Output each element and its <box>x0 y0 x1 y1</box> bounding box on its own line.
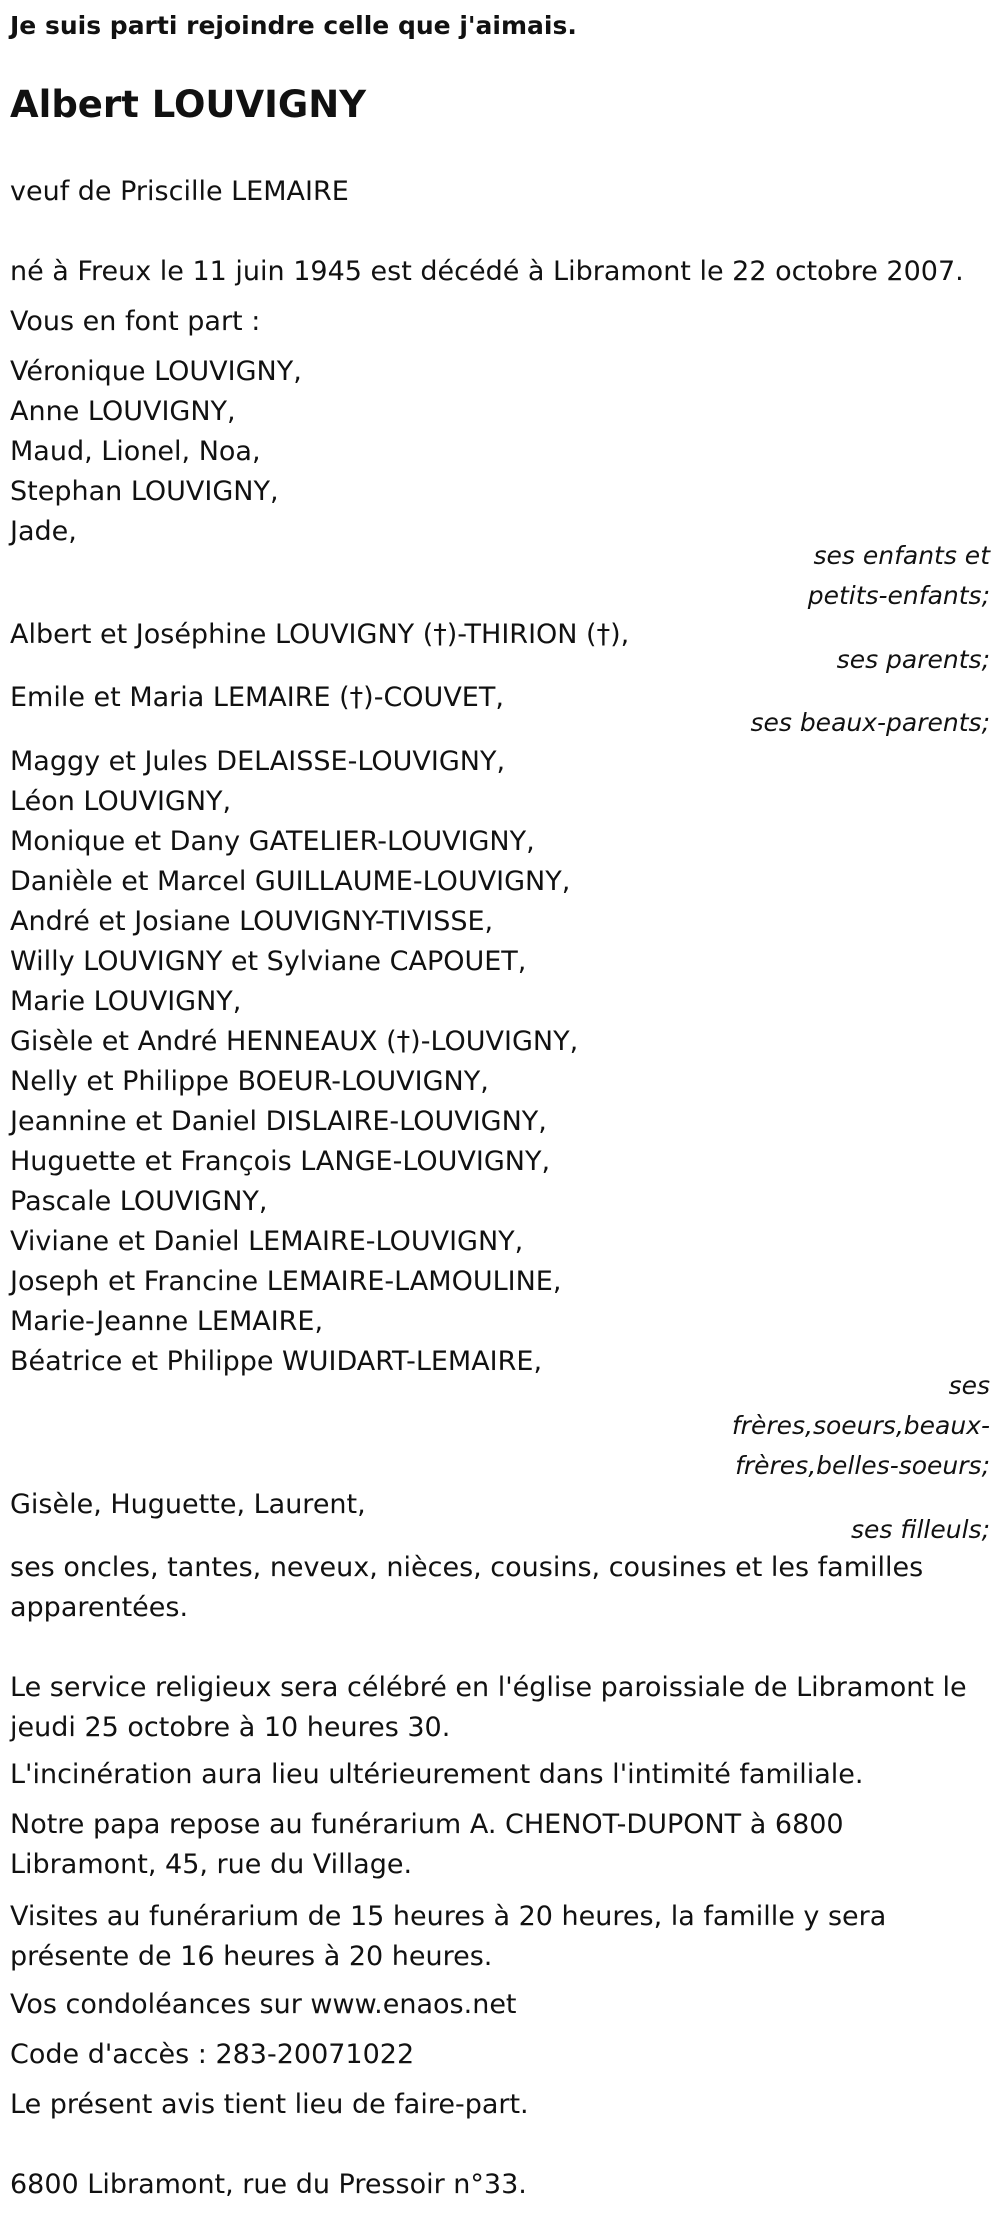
list-item: Gisèle et André HENNEAUX (†)-LOUVIGNY, <box>10 1026 579 1057</box>
parents-names: Albert et Joséphine LOUVIGNY (†)-THIRION (†), <box>10 619 630 650</box>
role-line: ses <box>948 1371 990 1400</box>
list-item: Pascale LOUVIGNY, <box>10 1186 268 1217</box>
list-item: Huguette et François LANGE-LOUVIGNY, <box>10 1146 551 1177</box>
widower-line: veuf de Priscille LEMAIRE <box>10 176 349 207</box>
visits-text: Visites au funérarium de 15 heures à 20 heures, la famille y sera présente de 16 heures à 20 heures. <box>10 1901 887 1972</box>
list-item: Anne LOUVIGNY, <box>10 396 236 427</box>
extended-family <box>10 1548 990 1628</box>
service-text: Le service religieux sera célébré en l'église paroissiale de Libramont le jeudi 25 octobre à 10 heures 30. <box>10 1672 967 1743</box>
list-item: Joseph et Francine LEMAIRE-LAMOULINE, <box>10 1266 562 1297</box>
children-list <box>10 352 990 552</box>
list-item: Stephan LOUVIGNY, <box>10 476 279 507</box>
list-item: Nelly et Philippe BOEUR-LOUVIGNY, <box>10 1066 489 1097</box>
list-item: Léon LOUVIGNY, <box>10 786 232 817</box>
siblings-role <box>670 1366 990 1486</box>
list-item: Marie-Jeanne LEMAIRE, <box>10 1306 324 1337</box>
address-line: 6800 Libramont, rue du Pressoir n°33. <box>10 2169 527 2200</box>
role-line: petits-enfants; <box>807 581 990 610</box>
godchildren-role: ses filleuls; <box>850 1515 990 1544</box>
list-item: André et Josiane LOUVIGNY-TIVISSE, <box>10 906 494 937</box>
in-laws-role: ses beaux-parents; <box>750 708 990 737</box>
visits-notice <box>10 1897 990 1977</box>
list-item: Willy LOUVIGNY et Sylviane CAPOUET, <box>10 946 527 977</box>
parents-role: ses parents; <box>836 645 990 674</box>
list-item: Danièle et Marcel GUILLAUME-LOUVIGNY, <box>10 866 571 897</box>
condolences-line: Vos condoléances sur www.enaos.net <box>10 1989 517 2020</box>
access-code-line: Code d'accès : 283-20071022 <box>10 2039 415 2070</box>
godchildren-names: Gisèle, Huguette, Laurent, <box>10 1489 366 1520</box>
list-item: Véronique LOUVIGNY, <box>10 356 302 387</box>
list-item: Marie LOUVIGNY, <box>10 986 242 1017</box>
cremation-notice: L'incinération aura lieu ultérieurement dans l'intimité familiale. <box>10 1759 864 1790</box>
siblings-list <box>10 742 990 1382</box>
list-item: Jade, <box>10 516 77 547</box>
list-item: Béatrice et Philippe WUIDART-LEMAIRE, <box>10 1346 543 1377</box>
children-role <box>670 536 990 616</box>
notice-line: Le présent avis tient lieu de faire-part. <box>10 2089 529 2120</box>
service-notice <box>10 1668 990 1748</box>
role-line: ses enfants et <box>813 541 990 570</box>
announcers-intro: Vous en font part : <box>10 306 261 337</box>
extended-family-text: ses oncles, tantes, neveux, nièces, cousins, cousines et les familles apparentées. <box>10 1552 924 1623</box>
list-item: Maud, Lionel, Noa, <box>10 436 261 467</box>
role-line: frères,belles-soeurs; <box>735 1451 990 1480</box>
role-line: frères,soeurs,beaux- <box>731 1411 990 1440</box>
list-item: Viviane et Daniel LEMAIRE-LOUVIGNY, <box>10 1226 524 1257</box>
funeral-home-text: Notre papa repose au funérarium A. CHENOT-DUPONT à 6800 Libramont, 45, rue du Village. <box>10 1809 844 1880</box>
list-item: Monique et Dany GATELIER-LOUVIGNY, <box>10 826 535 857</box>
birth-death-line: né à Freux le 11 juin 1945 est décédé à Libramont le 22 octobre 2007. <box>10 256 964 287</box>
epitaph-quote: Je suis parti rejoindre celle que j'aimais. <box>10 11 577 40</box>
in-laws-names: Emile et Maria LEMAIRE (†)-COUVET, <box>10 682 504 713</box>
list-item: Maggy et Jules DELAISSE-LOUVIGNY, <box>10 746 506 777</box>
deceased-name: Albert LOUVIGNY <box>10 83 366 126</box>
list-item: Jeannine et Daniel DISLAIRE-LOUVIGNY, <box>10 1106 547 1137</box>
funeral-home-notice <box>10 1805 990 1885</box>
